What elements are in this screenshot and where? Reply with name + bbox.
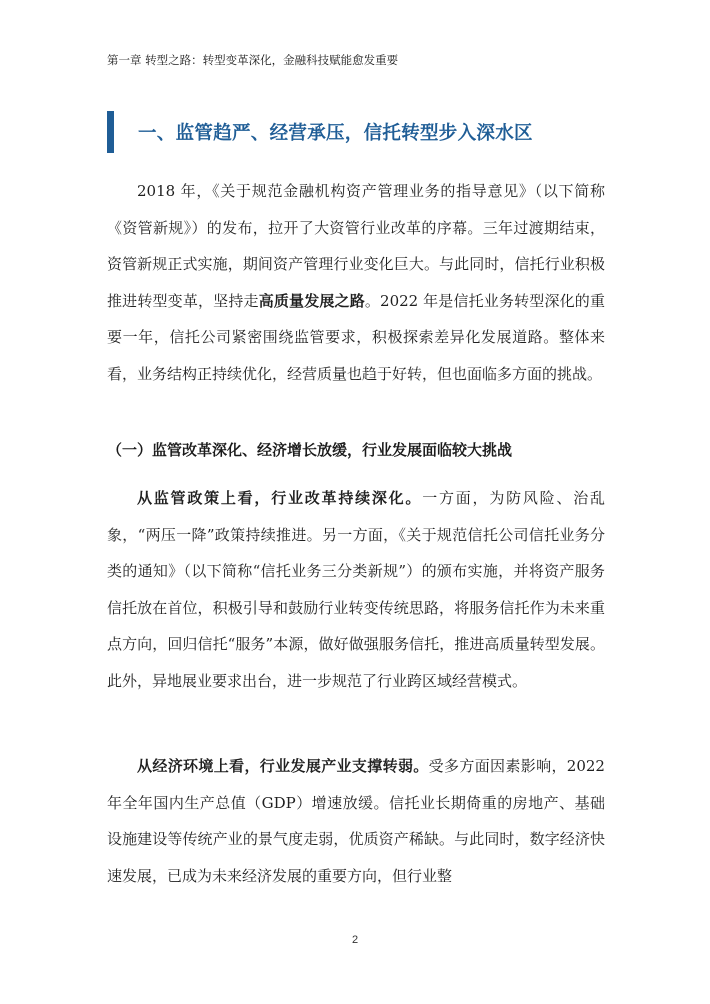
section-title — [107, 111, 602, 153]
paragraph-regulatory-policy — [107, 480, 605, 700]
paragraph-economic-environment-text: 受多方面因素影响，2022 年全年国内生产总值（GDP）增速放缓。信托业长期倚重的房地产、基础设施建设等传统产业的景气度走弱，优质资产稀缺。与此同时，数字经济快速发展，已成为未来经济发展的重要方向，但行业整 — [107, 757, 605, 885]
subsection-heading: （一）监管改革深化、经济增长放缓，行业发展面临较大挑战 — [107, 441, 513, 459]
running-header: 第一章 转型之路：转型变革深化，金融科技赋能愈发重要 — [107, 53, 399, 67]
paragraph-regulatory-policy-text: 一方面，为防风险、治乱象，“两压一降”政策持续推进。另一方面，《关于规范信托公司信托业务分类的通知》（以下简称“信托业务三分类新规”）的颁布实施，并将资产服务信托放在首位，积极引导和鼓励行业转变传统思路，将服务信托作为未来重点方向，回归信托“服务”本源，做好做强服务信托，推进高质量转型发展。此外，异地展业要求出台，进一步规范了行业跨区域经营模式。 — [107, 489, 605, 690]
section-title-text: 一、监管趋严、经营承压，信托转型步入深水区 — [138, 123, 533, 144]
paragraph-regulatory-policy-lead: 从监管政策上看，行业改革持续深化。 — [137, 489, 423, 507]
paragraph-intro-text-start: 2018 年，《关于规范金融机构资产管理业务的指导意见》（以下简称《资管新规》）的发布，拉开了大资管行业改革的序幕。三年过渡期结束，资管新规正式实施，期间资产管理行业变化巨大。与此同时，信托行业积极推进转型变革，坚持走 — [107, 182, 605, 310]
paragraph-economic-environment — [107, 748, 605, 894]
paragraph-intro — [107, 173, 605, 393]
paragraph-intro-text-end: 。2022 年是信托业务转型深化的重要一年，信托公司紧密围绕监管要求，积极探索差异化发展道路。整体来看，业务结构正持续优化，经营质量也趋于好转，但也面临多方面的挑战。 — [107, 291, 605, 383]
paragraph-economic-environment-lead: 从经济环境上看，行业发展产业支撑转弱。 — [137, 757, 429, 775]
paragraph-intro-emphasis: 高质量发展之路 — [258, 291, 365, 310]
page-number: 2 — [351, 934, 359, 946]
section-title-accent-bar — [107, 111, 114, 153]
